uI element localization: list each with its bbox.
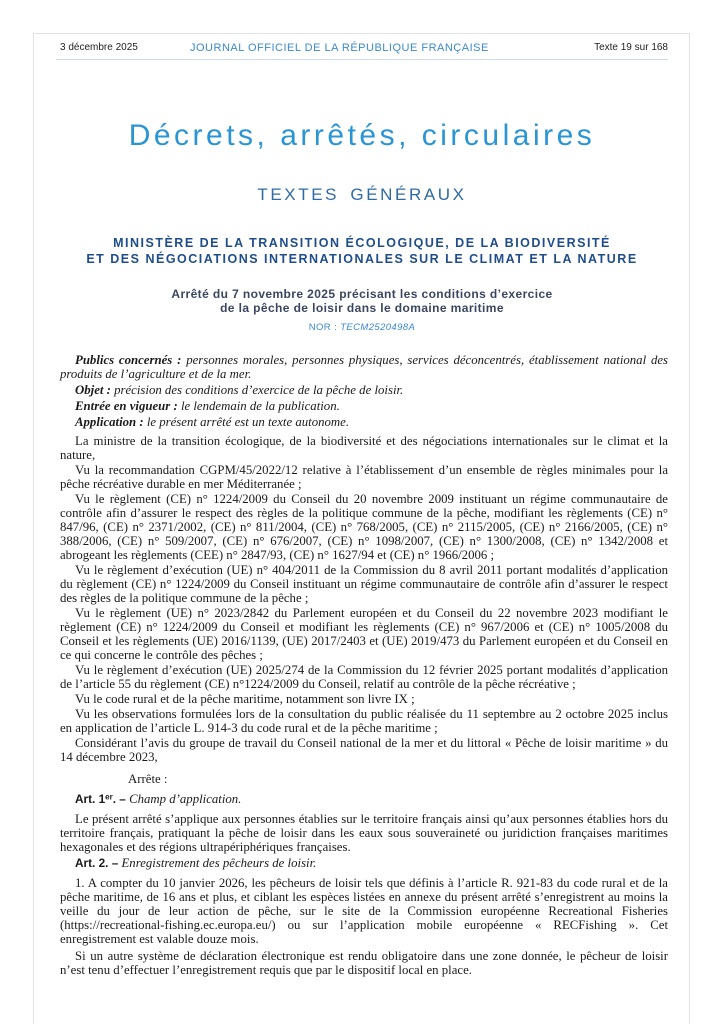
article-label-end: . – (105, 856, 119, 870)
article-number: Art. 1 (75, 792, 106, 806)
article-1-title: Champ d’application. (129, 792, 242, 806)
summary-text: précision des conditions d’exercice de la pêche de loisir. (114, 383, 404, 397)
article-2-paragraph: 1. A compter du 10 janvier 2026, les pêcheurs de loisir tels que définis à l’article R. 921-83 du code rural et de la pêche maritime, de 16 ans et plus, et ciblant les espèces listées en annexe du présent arrêté s’enregistrent au moins la veille du jour de leur action de pêche, sur le site de la Commission européenne Recreational Fisheries (https://recreational-fishing.ec.europa.eu/) ou sur l’application mobile européenne « RECFishing ». Cet enregistrement est valable douze mois. (60, 876, 668, 946)
summary-label: Publics concernés : (75, 353, 182, 367)
visa-paragraph: Vu le règlement d’exécution (UE) 2025/274 de la Commission du 12 février 2025 portant modalités d’application de l’article 55 du règlement (CE) n°1224/2009 du Conseil, relatif au contrôle de la pêche récréative ; (60, 663, 668, 691)
article-2-heading (60, 856, 668, 870)
decision-heading: Arrête : (128, 772, 168, 786)
act-title (0, 287, 724, 315)
document-body (60, 353, 668, 978)
article-1-label (75, 792, 126, 806)
summary-text: le lendemain de la publication. (180, 399, 340, 413)
visa-paragraph: Vu le règlement (UE) n° 2023/2842 du Parlement européen et du Conseil du 22 novembre 2023 modifiant le règlement (CE) n° 1224/2009 du Conseil et modifiant les règlements (CE) n° 967/2006 et (CE) n° 1005/2008 du Conseil et les règlements (UE) 2016/1139, (UE) 2017/2403 et (UE) 2019/473 du Parlement européen et du Conseil en ce qui concerne le contrôle des pêches ; (60, 606, 668, 662)
act-title-line-2: de la pêche de loisir dans le domaine maritime (220, 301, 504, 315)
visa-paragraph: Vu la recommandation CGPM/45/2022/12 relative à l’établissement d’un ensemble de règles minimales pour la pêche récréative durable en mer Méditerranée ; (60, 463, 668, 491)
summary-publics (60, 353, 668, 381)
article-number-suffix: er (105, 792, 113, 802)
ministry-line-1: MINISTÈRE DE LA TRANSITION ÉCOLOGIQUE, DE LA BIODIVERSITÉ (113, 236, 611, 250)
article-1-paragraph: Le présent arrêté s’applique aux personnes établies sur le territoire français ainsi qu’aux personnes établies hors du territoire français, pratiquant la pêche de loisir dans les eaux sous souveraineté ou juridiction françaises maritimes hexagonales et des régions ultrapériphériques françaises. (60, 812, 668, 854)
nor-label: NOR : (308, 322, 338, 333)
authority-paragraph: La ministre de la transition écologique, de la biodiversité et des négociations internationales sur le climat et la nature, (60, 434, 668, 462)
summary-objet (60, 383, 668, 397)
visa-paragraph: Vu le code rural et de la pêche maritime, notamment son livre IX ; (75, 692, 415, 706)
considerant-paragraph: Considérant l’avis du groupe de travail du Conseil national de la mer et du littoral « Pêche de loisir maritime » du 14 décembre 2023, (60, 736, 668, 764)
nor-reference (0, 322, 724, 334)
summary-label: Entrée en vigueur : (75, 399, 178, 413)
subsection-title: TEXTES GÉNÉRAUX (257, 185, 467, 204)
summary-text: le présent arrêté est un texte autonome. (146, 415, 350, 429)
article-2-label (75, 856, 118, 870)
article-number: Art. 2 (75, 856, 106, 870)
article-2-title: Enregistrement des pêcheurs de loisir. (121, 856, 317, 870)
visa-paragraph: Vu les observations formulées lors de la consultation du public réalisée du 11 septembre au 2 octobre 2025 inclus en application de l’article L. 914-3 du code rural et de la pêche maritime ; (60, 707, 668, 735)
section-title: Décrets, arrêtés, circulaires (128, 119, 596, 152)
summary-entree-en-vigueur (60, 399, 668, 413)
nor-value: TECM2520498A (340, 322, 416, 333)
header-rule (56, 59, 668, 60)
summary-label: Objet : (75, 383, 111, 397)
ministry-name (0, 235, 724, 267)
ministry-line-2: ET DES NÉGOCIATIONS INTERNATIONALES SUR LE CLIMAT ET LA NATURE (86, 252, 638, 266)
summary-text: personnes morales, personnes physiques, services déconcentrés, établissement national des produits de l’agriculture et de la mer. (60, 353, 669, 381)
summary-application (60, 415, 668, 429)
summary-label: Application : (75, 415, 144, 429)
journal-name: JOURNAL OFFICIEL DE LA RÉPUBLIQUE FRANÇAISE (190, 42, 489, 54)
visa-paragraph: Vu le règlement (CE) n° 1224/2009 du Conseil du 20 novembre 2009 instituant un régime communautaire de contrôle afin d’assurer le respect des règles de la politique commune de la pêche, modifiant les règlements (CE) n° 847/96, (CE) n° 2371/2002, (CE) n° 811/2004, (CE) n° 768/2005, (CE) n° 2115/2005, (CE) n° 2166/2005, (CE) n° 388/2006, (CE) n° 509/2007, (CE) n° 676/2007, (CE) n° 1098/2007, (CE) n° 1300/2008, (CE) n° 1342/2008 et abrogeant les règlements (CEE) n° 2847/93, (CE) n° 1627/94 et (CE) n° 1966/2006 ; (60, 492, 668, 562)
publication-date: 3 décembre 2025 (60, 42, 138, 53)
visa-paragraph: Vu le règlement d’exécution (UE) n° 404/2011 de la Commission du 8 avril 2011 portant modalités d’application du règlement (CE) n° 1224/2009 du Conseil instituant un régime communautaire de contrôle afin d’assurer le respect des règles de la politique commune de la pêche ; (60, 563, 668, 605)
article-2-paragraph: Si un autre système de déclaration électronique est rendu obligatoire dans une zone donnée, le pêcheur de loisir n’est tenu d’effectuer l’enregistrement requis que par le dispositif local en place. (60, 949, 668, 977)
article-label-end: . – (112, 792, 126, 806)
act-title-line-1: Arrêté du 7 novembre 2025 précisant les conditions d’exercice (171, 287, 553, 301)
text-number: Texte 19 sur 168 (594, 42, 668, 53)
article-1-heading (60, 792, 668, 806)
